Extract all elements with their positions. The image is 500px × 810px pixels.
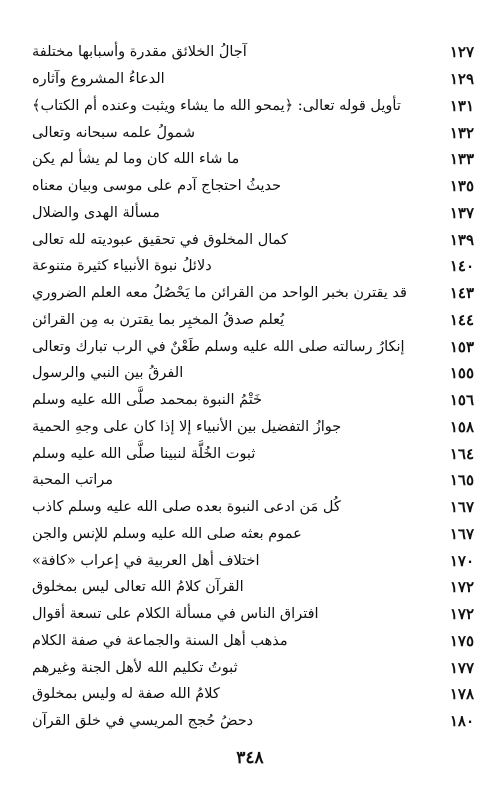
toc-entry-title: تأويل قوله تعالى: ﴿يمحو الله ما يشاء ويثبت وعنده أم الكتاب﴾	[32, 97, 401, 114]
toc-entry	[32, 601, 474, 628]
toc-entry	[32, 708, 474, 735]
toc-entry	[32, 226, 474, 253]
toc-entry-page: ١٧٠	[449, 551, 474, 570]
toc-entry-title: مراتب المحبة	[32, 472, 114, 489]
toc-entry-page: ١٦٥	[449, 471, 474, 490]
toc-entry-page: ١٧٧	[449, 658, 474, 677]
toc-entry-title: كمال المخلوق في تحقيق عبوديته لله تعالى	[32, 231, 288, 248]
toc-entry-title: ما شاء الله كان وما لم يشأ لم يكن	[32, 151, 240, 168]
toc-entry-title: قد يقترن بخبر الواحد من القرائن ما يَحْصُلُ معه العلم الضروري	[32, 285, 407, 302]
toc-entry-page: ١٣١	[449, 96, 474, 115]
toc-entry-title: مذهب أهل السنة والجماعة في صفة الكلام	[32, 632, 288, 649]
toc-entry	[32, 93, 474, 120]
toc-entry-page: ١٤٠	[449, 257, 474, 276]
toc-entry	[32, 494, 474, 521]
toc-entry	[32, 119, 474, 146]
toc-entry	[32, 360, 474, 387]
toc-entry-title: شمولُ علمه سبحانه وتعالى	[32, 124, 196, 141]
toc-entry-page: ١٤٣	[449, 284, 474, 303]
toc-entry-title: الدعاءُ المشروع وآثاره	[32, 71, 165, 88]
toc-entry-page: ١٣٧	[449, 203, 474, 222]
toc-entry-page: ١٤٤	[449, 310, 474, 329]
toc-entry-page: ١٢٩	[449, 70, 474, 89]
toc-entry	[32, 173, 474, 200]
toc-entry-page: ١٦٤	[449, 444, 474, 463]
toc-entry	[32, 307, 474, 334]
toc-entry-title: كلامُ الله صفة له وليس بمخلوق	[32, 686, 220, 703]
toc-entry	[32, 654, 474, 681]
toc-entry-title: مسألة الهدى والضلال	[32, 204, 160, 221]
toc-entry	[32, 467, 474, 494]
toc-entry-title: آجالُ الخلائق مقدرة وأسبابها مختلفة	[32, 44, 247, 61]
toc-entry-page: ١٧٢	[449, 605, 474, 624]
toc-entry-title: افتراق الناس في مسألة الكلام على تسعة أقوال	[32, 606, 319, 623]
toc-entry-page: ١٣٥	[449, 177, 474, 196]
toc-entry-title: عموم بعثه صلى الله عليه وسلم للإنس والجن	[32, 525, 302, 542]
toc-entry-title: الفرقُ بين النبي والرسول	[32, 365, 184, 382]
toc-entry-page: ١٣٩	[449, 230, 474, 249]
toc-entry	[32, 574, 474, 601]
toc-entry	[32, 414, 474, 441]
toc-entry-title: دلائلُ نبوة الأنبياء كثيرة متنوعة	[32, 258, 212, 275]
toc-entry-page: ١٨٠	[449, 712, 474, 731]
toc-entry-page: ١٧٨	[449, 685, 474, 704]
toc-entry	[32, 146, 474, 173]
toc-entry-title: كُل مَن ادعى النبوة بعده صلى الله عليه وسلم كاذب	[32, 499, 341, 516]
toc-entry-page: ١٥٣	[449, 337, 474, 356]
toc-entry-page: ١٦٧	[449, 498, 474, 517]
toc-entry-title: خَتْمُ النبوة بمحمد صلَّى الله عليه وسلم	[32, 392, 263, 409]
table-of-contents	[32, 39, 474, 735]
toc-entry-page: ١٣٢	[449, 123, 474, 142]
toc-entry-page: ١٧٥	[449, 631, 474, 650]
toc-entry	[32, 280, 474, 307]
toc-entry-title: حديثُ احتجاج آدم على موسى وبيان معناه	[32, 178, 282, 195]
toc-entry-page: ١٢٧	[449, 43, 474, 62]
toc-entry-title: دحضُ حُجج المريسي في خلق القرآن	[32, 713, 254, 730]
toc-entry	[32, 200, 474, 227]
toc-entry	[32, 547, 474, 574]
toc-entry-title: اختلاف أهل العربية في إعراب «كافة»	[32, 552, 260, 569]
toc-entry	[32, 387, 474, 414]
toc-entry-title: جوازُ التفضيل بين الأنبياء إلا إذا كان على وجهِ الحمية	[32, 418, 342, 435]
toc-entry-page: ١٥٨	[449, 417, 474, 436]
toc-entry	[32, 39, 474, 66]
toc-entry-title: ثبوت الخُلَّة لنبينا صلَّى الله عليه وسلم	[32, 445, 256, 462]
toc-entry	[32, 681, 474, 708]
toc-entry	[32, 521, 474, 548]
toc-entry-page: ١٥٦	[449, 391, 474, 410]
toc-entry-page: ١٧٢	[449, 578, 474, 597]
toc-entry-title: ثبوتُ تكليم الله لأهل الجنة وغيرهم	[32, 659, 238, 676]
toc-entry-title: يُعلم صدقُ المخبِر بما يقترن به مِن القرائن	[32, 311, 285, 328]
toc-entry	[32, 253, 474, 280]
toc-entry-page: ١٦٧	[449, 524, 474, 543]
toc-entry-title: إنكارُ رسالته صلى الله عليه وسلم طَعْنٌ في الرب تبارك وتعالى	[32, 338, 405, 355]
toc-entry	[32, 440, 474, 467]
toc-entry-page: ١٣٣	[449, 150, 474, 169]
toc-entry	[32, 333, 474, 360]
toc-entry-page: ١٥٥	[449, 364, 474, 383]
toc-entry	[32, 66, 474, 93]
toc-entry-title: القرآن كلامُ الله تعالى ليس بمخلوق	[32, 579, 244, 596]
toc-entry	[32, 628, 474, 655]
page-number: ٣٤٨	[236, 748, 264, 768]
